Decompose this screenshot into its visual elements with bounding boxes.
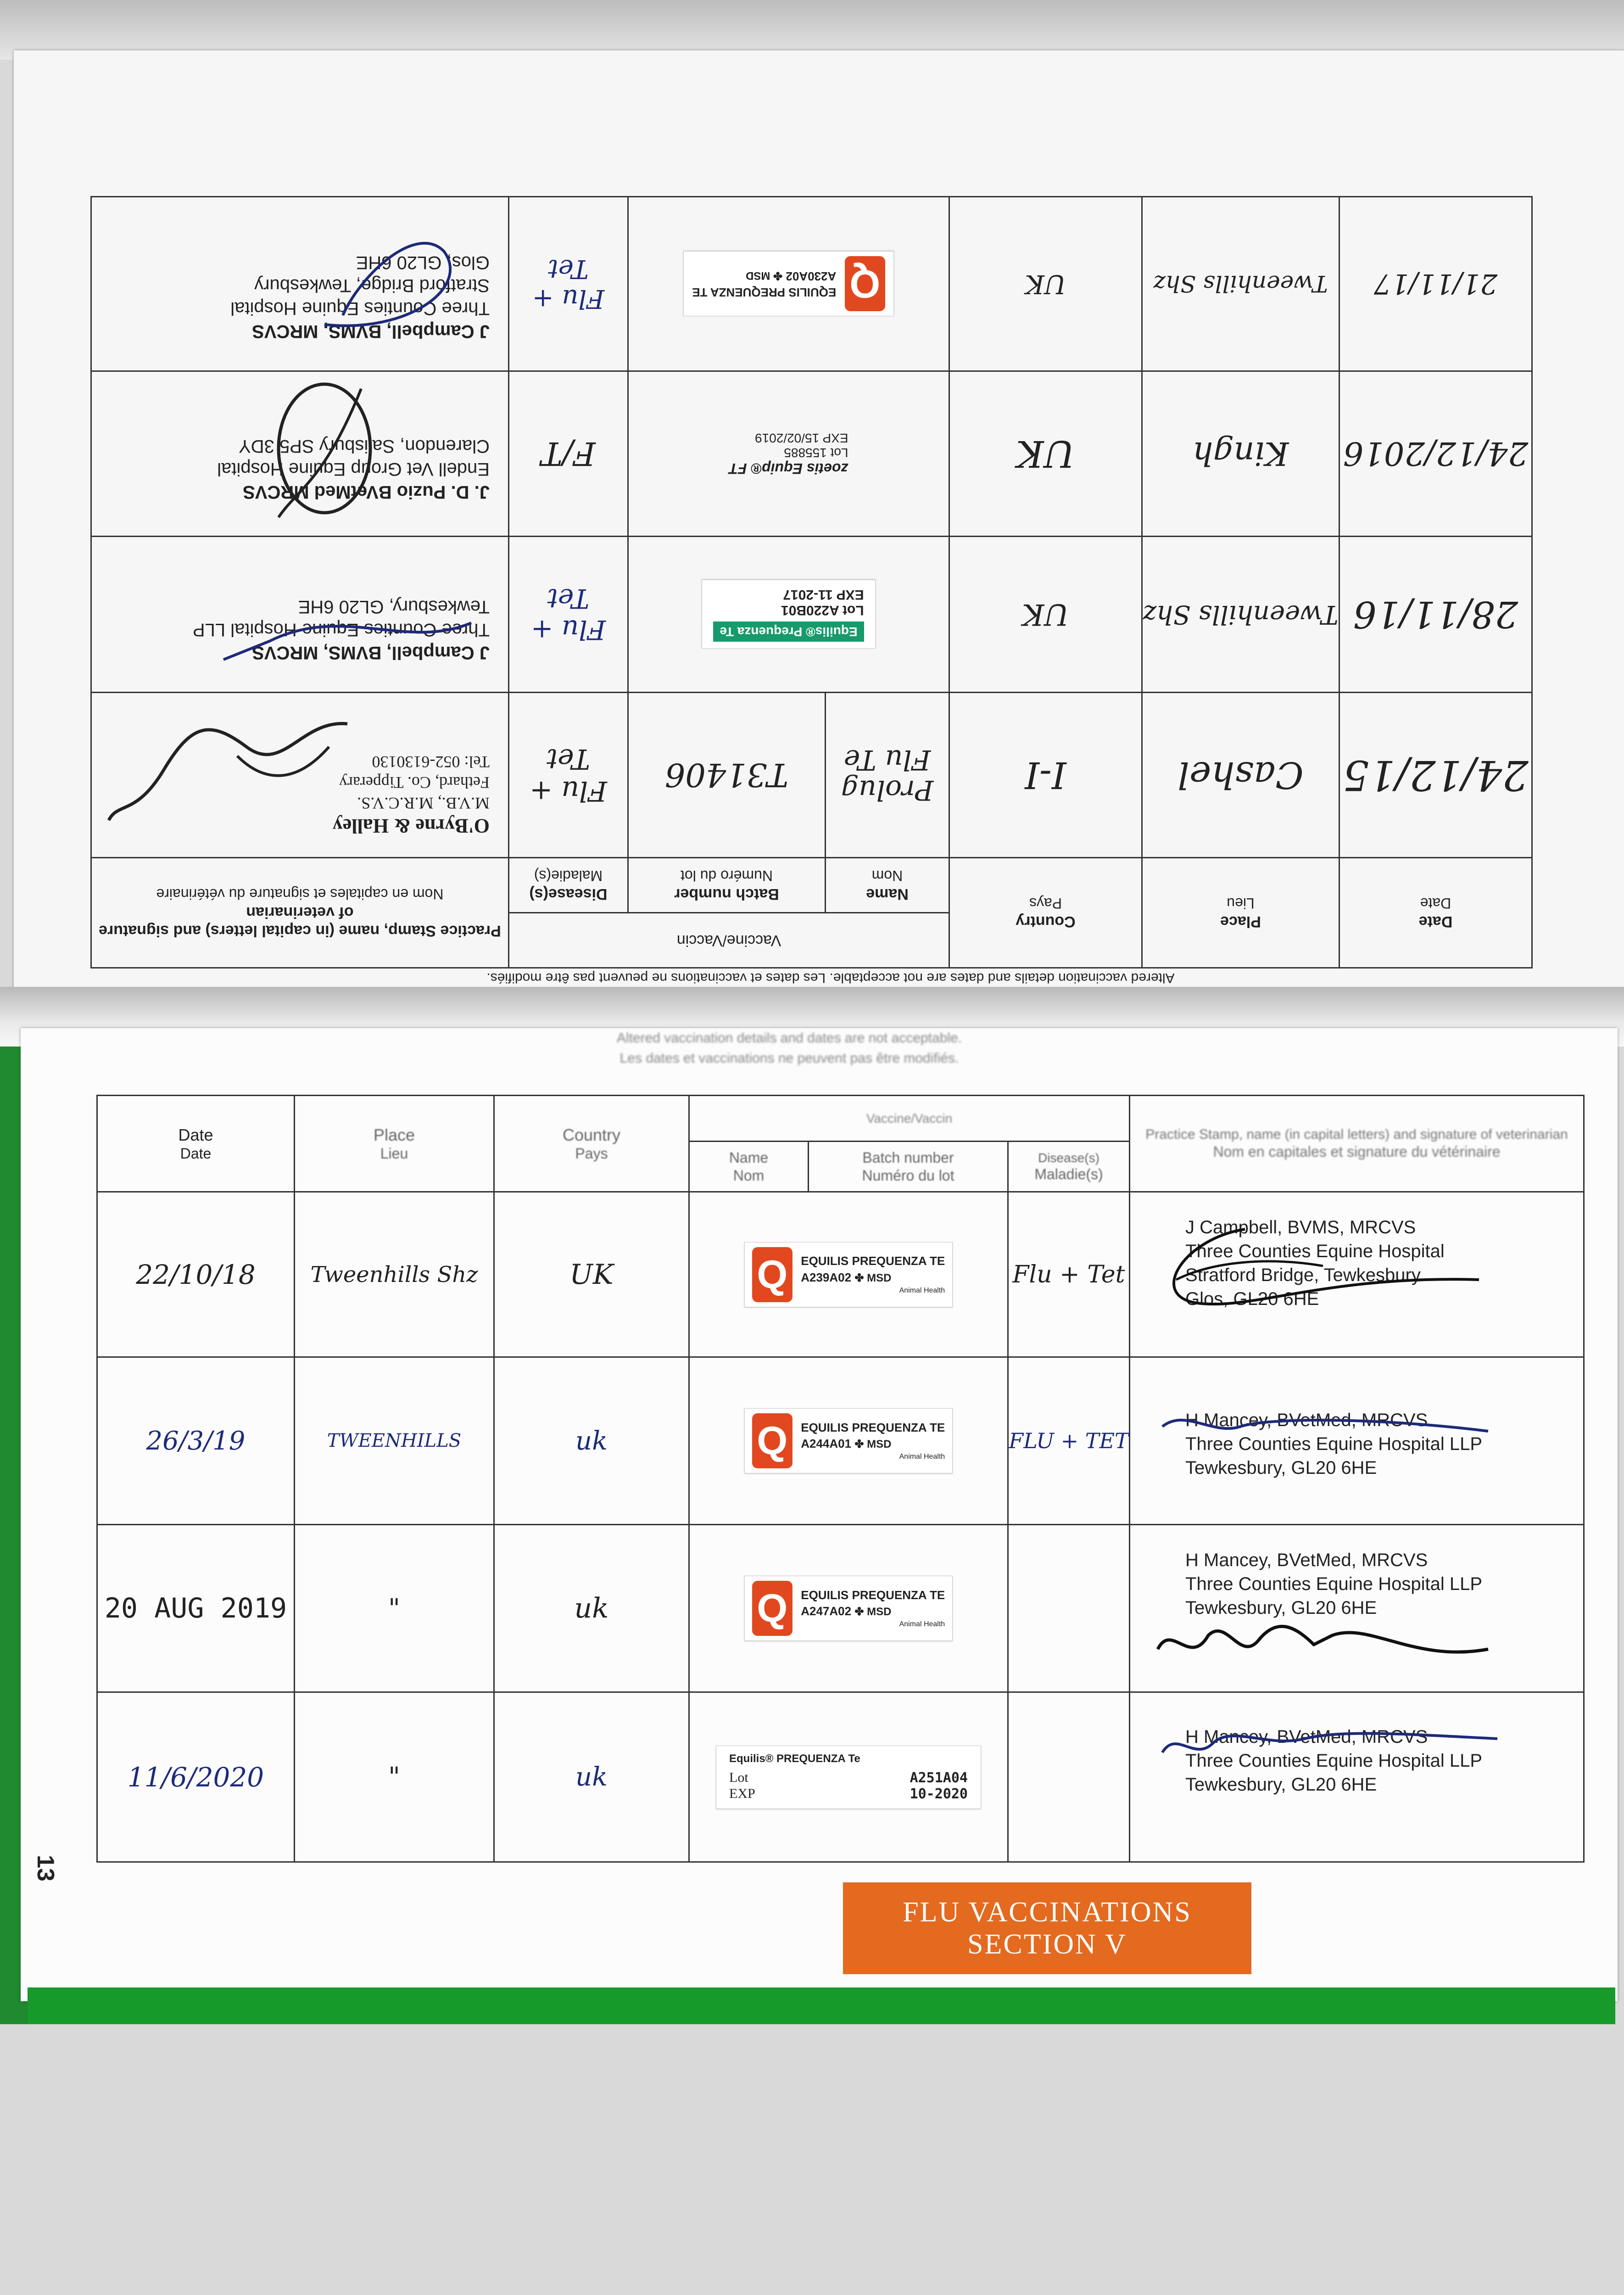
col-stamp: Practice Stamp, name (in capital letters) and signature of veterinarian Nom en capitales et signature du vétérinaire [1130,1096,1584,1192]
msd-logo-icon: ✤ MSD [854,1438,892,1451]
row-country: UK [949,537,1142,693]
table-row [91,197,1532,371]
col-place: Place Lieu [295,1096,494,1192]
row-stamp [1130,1357,1584,1525]
table-row [97,1692,1584,1862]
row-country: uk [494,1692,689,1862]
vaccine-sticker: Equilis® Prequenza Te Lot A220B01 EXP 11-2017 [702,580,875,649]
col-country: Country Pays [494,1096,689,1192]
row-disease: FLU + TET [1008,1357,1130,1525]
vaccine-sticker: Q EQUILIS PREQUENZA TE A247A02 ✤ MSD Animal Health [744,1576,953,1641]
row-date: 24/12/2016 [1339,371,1532,537]
col-disease: Disease(s) Maladie(s) [508,858,628,913]
vet-stamp: J. D. Puzio BVetMed MRCVS Endell Vet Group Equine Hospital Clarendon, Salisbury SP5 3DY [217,436,490,502]
q-logo-icon: Q [752,1581,792,1636]
top-page-notes: Altered vaccination details and dates are not acceptable. Les dates et vaccinations ne peuvent pas être modifiés. [486,970,1175,985]
signature [306,224,499,343]
row-vaccine-label [628,371,949,537]
row-stamp [91,537,508,693]
row-place: Tweenhills Shz [295,1192,494,1357]
table-row [91,537,1532,693]
row-stamp [91,197,508,371]
row-stamp [91,693,508,858]
col-name: Name Nom [826,858,949,913]
col-batch: Batch number Numéro du lot [809,1142,1008,1192]
row-place: " [295,1692,494,1862]
vaccine-sticker: zoetis Equip® FT Lot 155885 EXP 15/02/2019 [729,431,848,477]
table-row [91,693,1532,858]
table-row [91,371,1532,537]
vaccine-sticker: Q EQUILIS PREQUENZA TE A230A02 ✤ MSD [683,252,893,317]
table-row [97,1357,1584,1525]
row-disease: Flu + Tet [508,693,628,858]
row-date: 11/6/2020 [97,1692,295,1862]
signature [100,701,357,839]
vaccine-sticker: Q EQUILIS PREQUENZA TE A244A01 ✤ MSD Animal Health [744,1408,953,1473]
row-vaccine-label [628,537,949,693]
vet-stamp: J Campbell, BVMS, MRCVS Three Counties Equine Hospital Stratford Bridge, Tewkesbury Glos, GL20 6HE [1185,1217,1445,1309]
section-subtitle: SECTION V [967,1929,1127,1960]
row-disease: F/T [508,371,628,537]
row-stamp [1130,1692,1584,1862]
row-date: 26/3/19 [97,1357,295,1525]
col-vaccine: Vaccine/Vaccin [508,913,949,968]
msd-logo-icon: ✤ MSD [854,1606,892,1618]
section-title-box [843,1882,1251,1974]
msd-logo-icon: ✤ MSD [746,269,783,282]
vet-stamp: O'Byrne & Halley M.V.B., M.R.C.V.S. Fethard, Co. Tipperary Tel: 052-6130130 [332,753,490,837]
top-page [14,50,1624,1005]
passport-cover-edge [28,1987,1615,2024]
row-disease: Flu + Tet [1008,1192,1130,1357]
vaccine-sticker: Equilis® PREQUENZA Te Lot A251A04 EXP 10-2020 [716,1746,981,1809]
row-country: UK [949,197,1142,371]
bottom-vaccination-table [96,1095,1585,1863]
row-date: 24/12/15 [1339,693,1532,858]
table-row [97,1192,1584,1357]
row-date: 28/11/16 [1339,537,1532,693]
row-place: TWEENHILLS [295,1357,494,1525]
row-vaccine-label [689,1525,1008,1692]
row-disease [1008,1525,1130,1692]
row-disease [1008,1692,1130,1862]
signature [1149,1399,1497,1468]
row-country: I-I [949,693,1142,858]
col-vaccine: Vaccine/Vaccin [689,1096,1130,1142]
col-place: Place Lieu [1142,858,1339,968]
q-logo-icon: Q [752,1247,792,1302]
vet-stamp: H Mancey, BVetMed, MRCVS Three Counties Equine Hospital LLP Tewkesbury, GL20 6HE [1185,1727,1483,1795]
blurred-notes: Altered vaccination details and dates are not acceptable. Les dates et vaccinations ne peuvent pas être modifiés. [616,1030,962,1066]
signature [205,577,480,669]
row-name: Prolug Flu Te [826,693,949,858]
row-country: uk [494,1357,689,1525]
row-stamp [1130,1525,1584,1692]
col-disease: Disease(s) Maladie(s) [1008,1142,1130,1192]
col-name: Name Nom [689,1142,809,1192]
row-country: UK [494,1192,689,1357]
col-stamp: Practice Stamp, name (in capital letters) and signature of veterinarian Nom en capitales et signature du vétérinaire [91,858,508,968]
q-logo-icon: Q [845,257,885,312]
table-row [97,1525,1584,1692]
col-batch: Batch number Numéro du lot [628,858,826,913]
row-place: " [295,1525,494,1692]
col-country: Country Pays [949,858,1142,968]
page-number: 13 [32,1855,59,1881]
top-page-content [14,50,1624,1005]
top-vaccination-table [90,196,1533,968]
signature [1130,1211,1497,1330]
row-date: 21/11/17 [1339,197,1532,371]
row-disease: Flu + Tet [508,537,628,693]
row-place: Tweenhills Shz [1142,197,1339,371]
row-vaccine-label [628,197,949,371]
row-stamp [1130,1192,1584,1357]
row-disease: Flu + Tet [508,197,628,371]
row-place: Kingh [1142,371,1339,537]
row-vaccine-label [689,1692,1008,1862]
vet-stamp: H Mancey, BVetMed, MRCVS Three Counties Equine Hospital LLP Tewkesbury, GL20 6HE [1185,1550,1483,1618]
col-date: Date Date [97,1096,295,1192]
row-place: Tweenhills Shz [1142,537,1339,693]
vet-stamp: J Campbell, BVMS, MRCVS Three Counties Equine Hospital LLP Tewkesbury, GL20 6HE [192,597,490,663]
section-title: FLU VACCINATIONS [903,1897,1192,1928]
row-date: 22/10/18 [97,1192,295,1357]
signature [1149,1720,1507,1775]
row-date: 20 AUG 2019 [97,1525,295,1692]
vaccine-sticker: Q EQUILIS PREQUENZA TE A239A02 ✤ MSD Animal Health [744,1242,953,1307]
row-place: Cashel [1142,693,1339,858]
vet-stamp: J Campbell, BVMS, MRCVS Three Counties Equine Hospital Stratford Bridge, Tewkesbury Glos, GL20 6HE [230,252,490,341]
row-stamp [91,371,508,537]
row-vaccine-label [689,1192,1008,1357]
row-country: uk [494,1525,689,1692]
msd-logo-icon: ✤ MSD [854,1271,892,1284]
signature [233,375,416,526]
row-vaccine-label [689,1357,1008,1525]
q-logo-icon: Q [752,1413,792,1468]
signature [1139,1608,1507,1681]
row-batch: T31406 [628,693,826,858]
row-country: UK [949,371,1142,537]
col-date: Date Date [1339,858,1532,968]
vet-stamp: H Mancey, BVetMed, MRCVS Three Counties Equine Hospital LLP Tewkesbury, GL20 6HE [1185,1410,1483,1478]
